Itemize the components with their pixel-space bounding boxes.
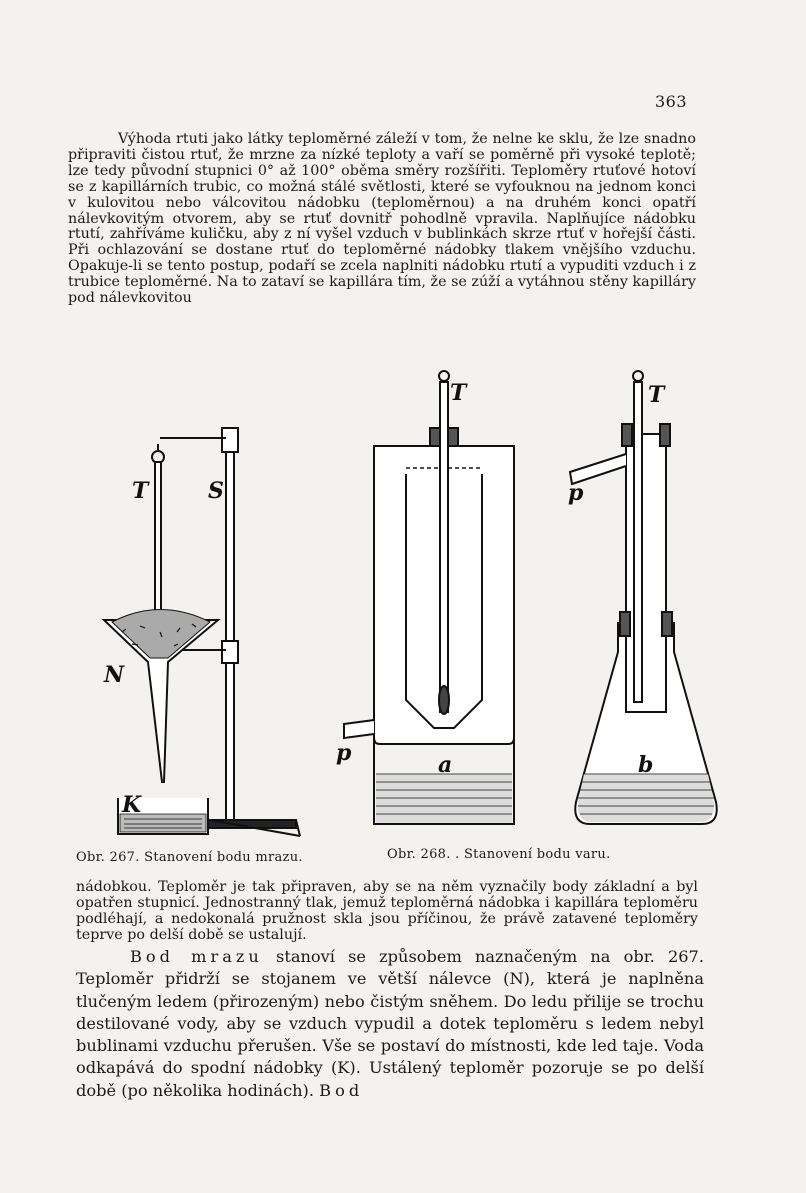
paragraph-freezing-point bbox=[76, 946, 704, 1102]
stand-clamp-top bbox=[222, 428, 238, 452]
term-continued: Bod bbox=[319, 1080, 364, 1100]
label-p-a: p bbox=[336, 740, 352, 766]
label-K: K bbox=[122, 792, 142, 818]
label-b: b bbox=[638, 752, 654, 778]
label-T-b: T bbox=[648, 382, 665, 408]
paragraph-mercury-advantages: Výhoda rtuti jako látky teploměrné záleží v tom, že nelne ke sklu, že lze snadno připraviti čistou rtuť, že mrzne za nízké teploty a vaří se poměrně při vysoké teplotě; lze tedy původní stupnici 0° až 100° oběma směry rozšířiti. Teploměry rtuťové hotoví se z kapillárních trubic, co možná stálé světlosti, které se vyfouknou na jednom konci v kulovitou nebo válcovitou nádobku (teploměrnou) a na druhém konci opatří nálevkovitým otvorem, aby se rtuť dovnitř pohodlně vpravila. Naplňujíce nádobku rtutí, zahříváme kuličku, aby z ní vyšel vzduch v bublinkách skrze rtuť v hořejší části. Při ochlazování se dostane rtuť do teploměrné nádobky tlakem vnějšího vzduchu. Opakuje-li se tento postup, podaří se zcela naplniti nádobku rtutí a vypuditi vzduch i z trubice teploměrné. Na to zataví se kapillára tím, že se zúží a vytáhnou stěny kapilláry pod nálevkovitou bbox=[68, 131, 696, 307]
figure-268b-drawing bbox=[568, 371, 717, 824]
label-T-a: T bbox=[450, 380, 467, 406]
term-freezing-point: Bod mrazu bbox=[130, 947, 263, 966]
freezing-point-text: stanoví se způsobem naznačeným na obr. 267. Teploměr přidrží se stojanem ve větší nálevce (N), která je naplněna tlučeným ledem (přirozeným) nebo čistým sněhem. Do ledu přilije se trochu destilované vody, aby se vzduch vypudil a dotek teploměru s ledem nebyl bublinami vzduchu přerušen. Vše se postaví do místnosti, kde led taje. Voda odkapává do spodní nádobky (K). Ustálený teploměr pozoruje se po delší době (po několika hodinách). bbox=[76, 947, 705, 1100]
label-a: a bbox=[438, 752, 453, 778]
label-T: T bbox=[132, 478, 149, 504]
label-S: S bbox=[208, 478, 224, 504]
caption-fig-268: Obr. 268. . Stanovení bodu varu. bbox=[387, 847, 611, 862]
label-N: N bbox=[104, 662, 125, 688]
thermometer-illustrations bbox=[60, 362, 740, 872]
stand-rod bbox=[226, 434, 234, 820]
figure-267-drawing bbox=[103, 428, 300, 836]
label-p-b: p bbox=[568, 480, 584, 506]
paragraph-thermometer-ready: nádobkou. Teploměr je tak připraven, aby se na něm vyznačily body základní a byl opatřen stupnicí. Jednostranný tlak, jemuž teploměrná nádobka i kapillára teploměru podléhají, a nedokonalá pružnost skla jsou příčinou, že právě zatavené teploměry teprve po delší době se ustalují. bbox=[76, 879, 698, 943]
figures-area bbox=[60, 362, 740, 872]
caption-fig-267: Obr. 267. Stanovení bodu mrazu. bbox=[76, 850, 303, 865]
page-number: 363 bbox=[655, 92, 688, 111]
stand-clamp-mid bbox=[222, 641, 238, 663]
figure-268a-drawing bbox=[336, 371, 514, 824]
